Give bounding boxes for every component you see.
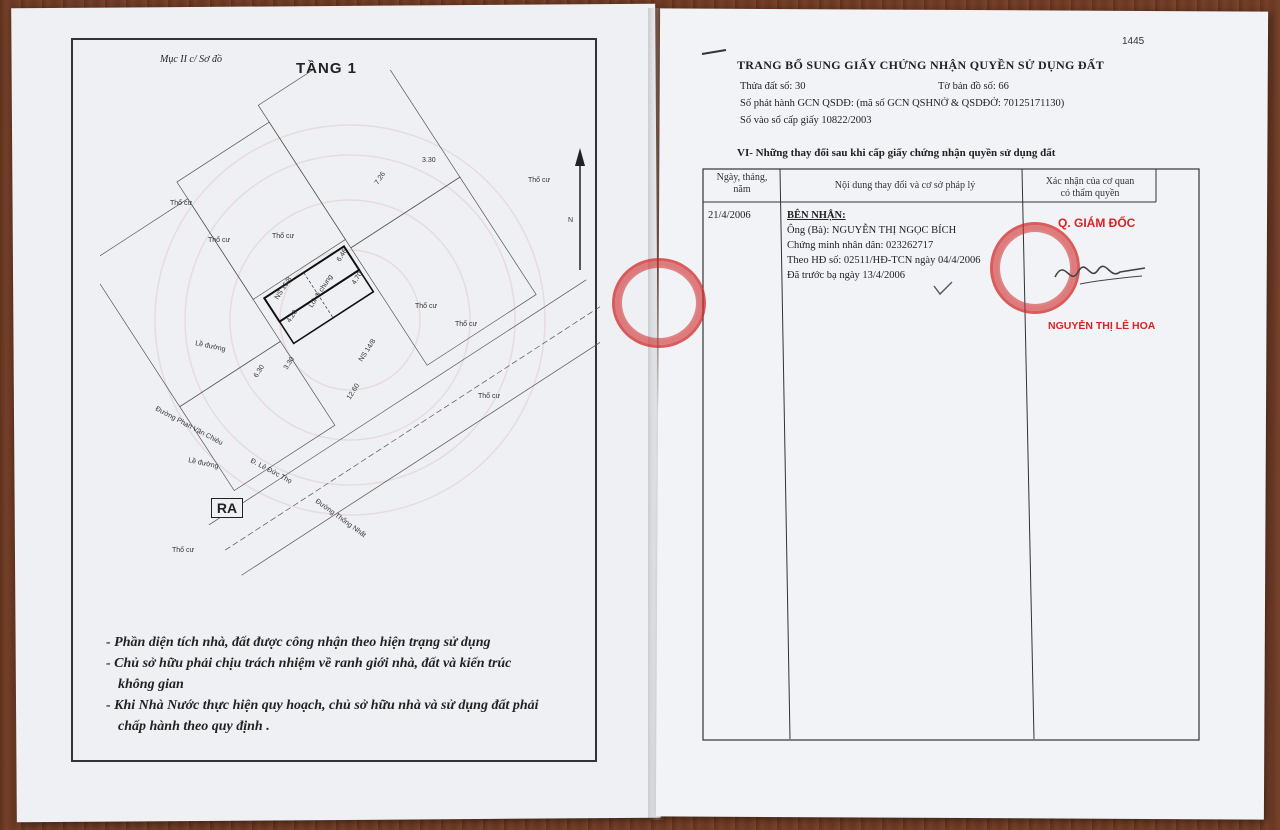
pen-stroke-icon (700, 46, 730, 58)
check-mark-icon (930, 280, 960, 300)
label-the-cu: Thổ cư (272, 233, 295, 240)
signer-title: Q. GIÁM ĐỐC (1058, 216, 1136, 230)
dimension-label: 6.30 (252, 363, 267, 380)
handwritten-signature-icon (1050, 252, 1150, 292)
official-seal-left (612, 258, 706, 348)
label-le-duong: Lề đường (187, 457, 220, 471)
watermark-emblem (155, 125, 545, 515)
neighbor-lot (177, 122, 346, 302)
label-the-cu: Thổ cư (208, 237, 231, 244)
neighbor-lot (180, 341, 335, 490)
label-the-cu: Thổ cư (478, 393, 501, 400)
section-heading: VI- Những thay đổi sau khi cấp giấy chứng nhận quyền sử dụng đất (737, 147, 1056, 159)
row-date: 21/4/2006 (708, 210, 751, 221)
map-sheet-number: Tờ bản đồ số: 66 (938, 81, 1009, 92)
road-edge (242, 330, 600, 575)
dimension-label: 12.60 (345, 382, 362, 402)
label-the-cu: Thổ cư (170, 200, 193, 207)
note-line: không gian (118, 677, 184, 692)
header-date: Ngày, tháng, năm (716, 172, 768, 195)
page-title: TRANG BỔ SUNG GIẤY CHỨNG NHẬN QUYỀN SỬ DỤNG ĐẤT (737, 58, 1105, 72)
label-the-cu: Thổ cư (455, 321, 478, 328)
floor-title: TẦNG 1 (296, 60, 358, 77)
note-line: chấp hành theo quy định . (118, 719, 270, 734)
header-approval: Xác nhận của cơ quan có thẩm quyền (1045, 176, 1135, 199)
dimension-label: 4.20 (285, 308, 300, 325)
parcel-number: Thửa đất số: 30 (740, 81, 806, 92)
road-edge (209, 280, 586, 525)
owner-name: Ông (Bà): NGUYỄN THỊ NGỌC BÍCH (787, 225, 957, 236)
site-plan-drawing (100, 70, 600, 580)
label-shared-path: Lối đi chung (307, 273, 335, 310)
note-line: - Chủ sở hữu phải chịu trách nhiệm về ranh giới nhà, đất và kiến trúc (106, 656, 512, 671)
id-card: Chứng minh nhân dân: 023262717 (787, 240, 934, 251)
label-the-cu: Thổ cư (172, 547, 195, 554)
note-line: - Phần diện tích nhà, đất được công nhận theo hiện trạng sử dụng (106, 635, 491, 650)
label-street: Đ. Lê Đức Thọ (249, 457, 293, 486)
section-reference: Mục II c/ Sơ đồ (160, 54, 222, 65)
issue-number: Số phát hành GCN QSDĐ: (mã số GCN QSHNỞ & QSDĐỞ: 70125171130) (740, 98, 1065, 109)
label-the-cu: Thổ cư (528, 177, 551, 184)
registry-number: Số vào sổ cấp giấy 10822/2003 (740, 115, 872, 126)
receiver-heading: BÊN NHẬN: (787, 210, 846, 221)
label-the-cu: Thổ cư (415, 303, 438, 310)
svg-text:N: N (568, 217, 574, 224)
dimension-label: 3.30 (422, 157, 436, 164)
label-lot-number: NS 14/8 (357, 338, 378, 364)
dimension-label: 7.26 (373, 170, 388, 187)
header-content: Nội dung thay đổi và cơ sở pháp lý (834, 180, 976, 191)
registration-date: Đã trước bạ ngày 13/4/2006 (787, 270, 905, 281)
label-street: Đường Phan Văn Chiêu (154, 405, 224, 447)
label-le-duong: Lề đường (194, 340, 227, 354)
dimension-label: 6.46 (335, 247, 350, 264)
dimension-label: 4.70 (350, 270, 365, 287)
dimension-label: 3.30 (282, 355, 297, 372)
signer-name: NGUYỄN THỊ LÊ HOA (1048, 320, 1156, 332)
note-line: - Khi Nhà Nước thực hiện quy hoạch, chủ sở hữu nhà và sử dụng đất phải (106, 698, 539, 713)
north-arrow-icon (568, 148, 585, 270)
contract-ref: Theo HĐ số: 02511/HĐ-TCN ngày 04/4/2006 (787, 255, 981, 266)
entrance-marker: RA (211, 498, 243, 518)
corner-handwritten-number: 1445 (1122, 36, 1145, 47)
label-lot-number: NS 15/8 (273, 276, 294, 302)
label-street: Đường Thống Nhất (313, 497, 367, 540)
diagram-notes (106, 632, 596, 737)
